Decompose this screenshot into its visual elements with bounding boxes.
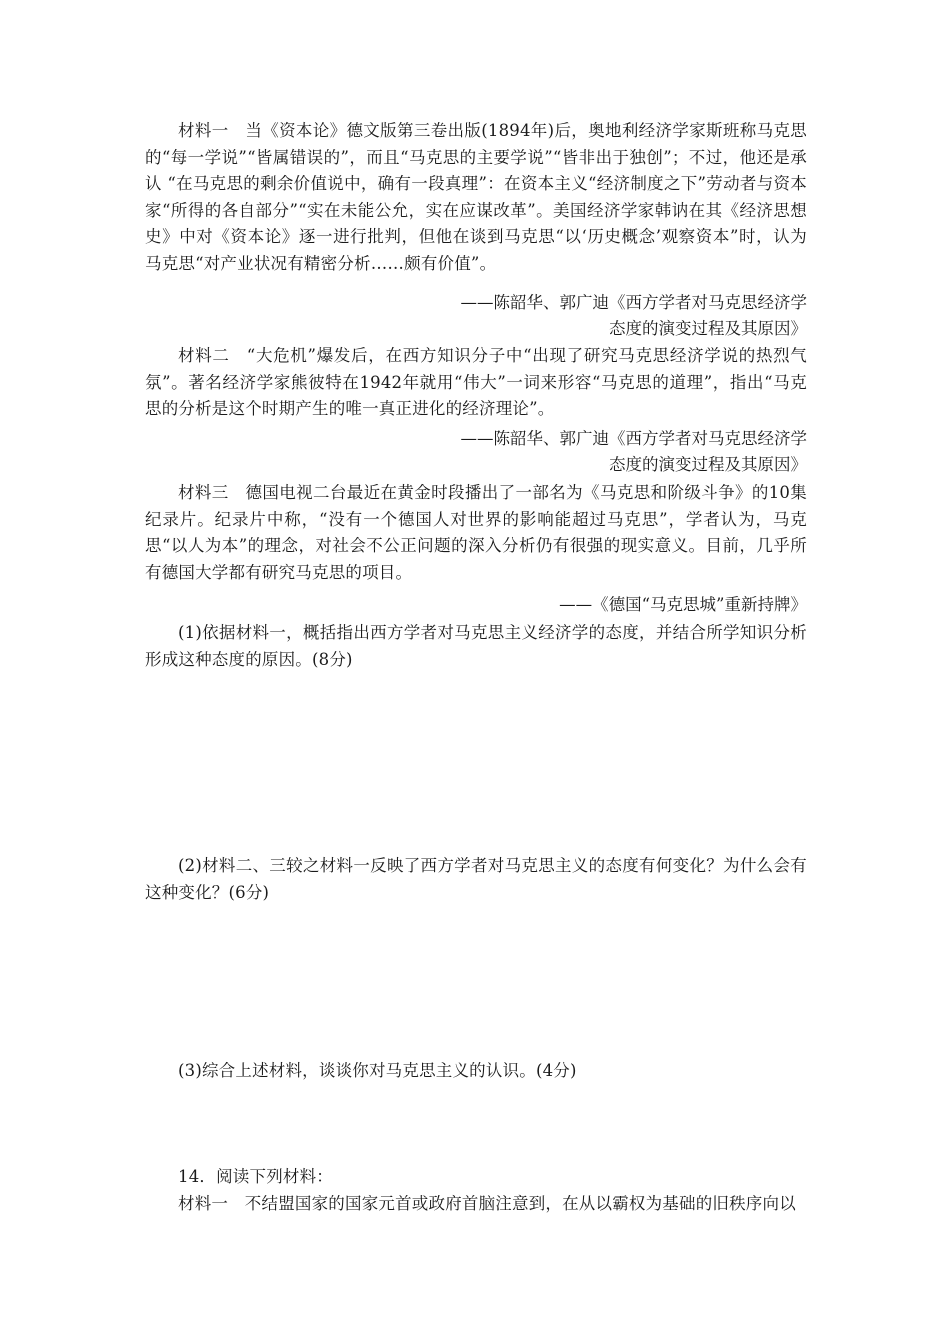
material-2-source-line1: ——陈韶华、郭广迪《西方学者对马克思经济学 [460,429,807,448]
material-2-source-line2: 态度的演变过程及其原因》 [609,455,807,474]
material-3-paragraph: 材料三 德国电视二台最近在黄金时段播出了一部名为《马克思和阶级斗争》的10集纪录片。纪录片中称，“没有一个德国人对世界的影响能超过马克思”，学者认为，马克思“以人为本”的理念，对社会不公正问题的深入分析仍有很强的现实意义。目前，几乎所有德国大学都有研究马克思的项目。 [145,483,807,582]
question-1: (1)依据材料一，概括指出西方学者对马克思主义经济学的态度，并结合所学知识分析形成这种态度的原因。(8分) [145,623,807,669]
question-3: (3)综合上述材料，谈谈你对马克思主义的认识。(4分) [178,1061,577,1080]
material-2-paragraph: 材料二 “大危机”爆发后，在西方知识分子中“出现了研究马克思经济学说的热烈气氛”。著名经济学家熊彼特在1942年就用“伟大”一词来形容“马克思的道理”，指出“马克思的分析是这个时期产生的唯一真正进化的经济理论”。 [145,346,807,418]
material-1-source-line2: 态度的演变过程及其原因》 [609,319,807,338]
material-3-source-line1: ——《德国“马克思城”重新持牌》 [559,595,807,614]
material-1-paragraph: 材料一 当《资本论》德文版第三卷出版(1894年)后，奥地利经济学家斯班称马克思的“每一学说”“皆属错误的”，而且“马克思的主要学说”“皆非出于独创”；不过，他还是承认 “在马克思的剩余价值说中，确有一段真理”：在资本主义“经济制度之下”劳动者与资本家“所得的各自部分”“实在未能公允，实在应谋改革”。美国经济学家韩讷在其《经济思想史》中对《资本论》逐一进行批判，但他在谈到马克思“以‘历史概念’观察资本”时，认为马克思“对产业状况有精密分析……颇有价值”。 [145,121,807,273]
material-1-source-line1: ——陈韶华、郭广迪《西方学者对马克思经济学 [460,293,807,312]
question-2: (2)材料二、三较之材料一反映了西方学者对马克思主义的态度有何变化？为什么会有这种变化？(6分) [145,856,807,902]
question-14-material-1: 材料一 不结盟国家的国家元首或政府首脑注意到，在从以霸权为基础的旧秩序向以 [178,1194,796,1213]
question-14-heading: 14．阅读下列材料： [178,1167,333,1186]
